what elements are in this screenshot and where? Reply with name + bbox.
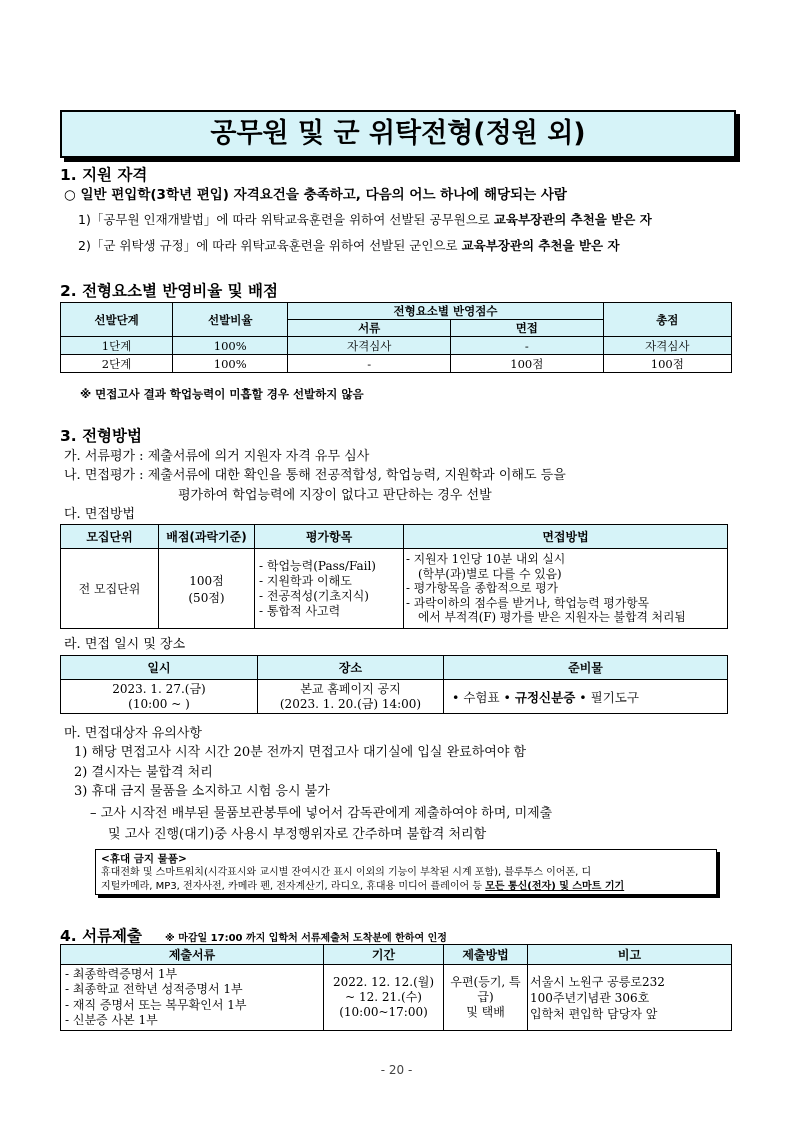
th-group: 전형요소별 반영점수 xyxy=(288,303,603,320)
th-total: 총점 xyxy=(603,303,731,337)
th-method: 제출방법 xyxy=(444,945,528,965)
period-end: ~ 12. 21.(수) xyxy=(345,990,422,1004)
cell-score xyxy=(159,549,255,629)
s1-item1-bold: 교육부장관의 추천을 받은 자 xyxy=(493,212,652,227)
section2-heading: 2. 전형요소별 반영비율 및 배점 xyxy=(60,282,278,300)
th-doc: 서류 xyxy=(288,320,451,337)
time-line: (10:00 ~ ) xyxy=(128,696,190,711)
page-number: - 20 - xyxy=(380,1063,413,1077)
cell-method xyxy=(404,549,728,629)
th-prep: 준비물 xyxy=(444,656,728,680)
document-submission-table xyxy=(60,944,732,1031)
cell-method xyxy=(444,965,528,1031)
list-item: - 최종학력증명서 1부 xyxy=(65,966,178,981)
s3-m3: 3) 휴대 금지 물품을 소지하고 시험 응시 불가 xyxy=(74,784,330,799)
s3-m1: 1) 해당 면접고사 시작 시간 20분 전까지 면접고사 대기실에 입실 완료하여야 함 xyxy=(74,745,527,760)
table-row xyxy=(61,337,732,355)
s3-ga: 가. 서류평가 : 제출서류에 의거 지원자 자격 유무 심사 xyxy=(64,449,370,464)
cell-unit: 전 모집단위 xyxy=(61,549,159,629)
s1-item1-text: 1)「공무원 인재개발법」에 따라 위탁교육훈련을 위하여 선발된 공무원으로 xyxy=(78,212,494,227)
list-item: - 지원학과 이해도 xyxy=(259,573,352,588)
table-row xyxy=(61,549,728,629)
table-row xyxy=(61,355,732,373)
caution-line1: 휴대전화 및 스마트워치(시각표시와 교시별 잔여시간 표시 이외의 기능이 부착된 시계 포함), 블루투스 이어폰, 디 xyxy=(101,867,592,878)
th-score: 배점(과락기준) xyxy=(159,525,255,549)
list-item: - 재직 증명서 또는 복무확인서 1부 xyxy=(65,997,247,1012)
score-cutoff: (50점) xyxy=(188,590,225,605)
table-row xyxy=(61,965,732,1031)
table-row xyxy=(61,680,728,714)
s3-na-line2: 평가하여 학업능력에 지장이 없다고 판단하는 경우 선발 xyxy=(178,488,492,503)
caution-text: 지털카메라, MP3, 전자사전, 카메라 펜, 전자계산기, 라디오, 휴대용 미디어 플레이어 등 xyxy=(101,881,486,892)
cell-items xyxy=(255,549,404,629)
cell-docs xyxy=(61,965,324,1031)
th-items: 평가항목 xyxy=(255,525,404,549)
list-item: - 학업능력(Pass/Fail) xyxy=(259,558,376,573)
th-note: 비고 xyxy=(528,945,732,965)
date-line: 2023. 1. 27.(금) xyxy=(112,681,206,696)
address-line: 서울시 노원구 공릉로232 xyxy=(530,974,665,989)
prohibited-items-box xyxy=(95,849,717,895)
cell-period xyxy=(324,965,444,1031)
period-time: (10:00~17:00) xyxy=(339,1005,428,1019)
s3-m3b: 및 고사 진행(대기)중 사용시 부정행위자로 간주하며 불합격 처리함 xyxy=(108,827,487,842)
cell-total: 자격심사 xyxy=(603,337,731,355)
cell-interview: 100점 xyxy=(451,355,604,373)
caution-bold: 모든 통신(전자) 및 스마트 기기 xyxy=(485,881,625,892)
list-item: 에서 부적격(F) 평가를 받은 지원자는 불합격 처리됨 xyxy=(418,610,686,625)
s3-m2: 2) 결시자는 불합격 처리 xyxy=(74,765,213,780)
s3-da: 다. 면접방법 xyxy=(64,507,136,522)
list-item: - 통합적 사고력 xyxy=(259,603,341,618)
cell-ratio: 100% xyxy=(173,355,288,373)
interview-schedule-table xyxy=(60,655,728,714)
list-item: - 과락이하의 점수를 받거나, 학업능력 평가항목 xyxy=(406,595,650,610)
s3-na-line1: 나. 면접평가 : 제출서류에 대한 확인을 통해 전공적합성, 학업능력, 지원학과 이해도 등을 xyxy=(64,468,566,483)
s1-item2 xyxy=(78,236,620,254)
address-line: 입학처 편입학 담당자 앞 xyxy=(530,1006,658,1021)
list-item: - 평가항목을 종합적으로 평가 xyxy=(406,581,558,596)
th-place: 장소 xyxy=(258,656,444,680)
caution-title: <휴대 금지 물품> xyxy=(101,853,187,865)
caution-line2 xyxy=(101,880,711,894)
th-date: 일시 xyxy=(61,656,258,680)
cell-ratio: 100% xyxy=(173,337,288,355)
cell-doc: 자격심사 xyxy=(288,337,451,355)
page-title: 공무원 및 군 위탁전형(정원 외) xyxy=(60,110,736,158)
section3-heading: 3. 전형방법 xyxy=(60,427,142,445)
s3-ra: 라. 면접 일시 및 장소 xyxy=(64,637,186,652)
method-line: 우편(등기, 특급) xyxy=(450,975,521,1004)
cell-total: 100점 xyxy=(603,355,731,373)
s1-bullet: ○ 일반 편입학(3학년 편입) 자격요건을 충족하고, 다음의 어느 하나에 해당되는 사람 xyxy=(64,187,567,203)
cell-doc: - xyxy=(288,355,451,373)
list-item: (학부(과)별로 다를 수 있음) xyxy=(418,566,562,581)
cell-stage: 2단계 xyxy=(61,355,173,373)
s4-note: ※ 마감일 17:00 까지 입학처 서류제출처 도착분에 한하여 인정 xyxy=(165,933,447,944)
s1-item2-text: 2)「군 위탁생 규정」에 따라 위탁교육훈련을 위하여 선발된 군인으로 xyxy=(78,238,462,253)
th-stage: 선발단계 xyxy=(61,303,173,337)
cell-place xyxy=(258,680,444,714)
s3-m3a: – 고사 시작전 배부된 물품보관봉투에 넣어서 감독관에게 제출하여야 하며, 미제출 xyxy=(90,806,553,821)
th-method: 면접방법 xyxy=(404,525,728,549)
s1-item1 xyxy=(78,210,652,228)
list-item: - 최종학교 전학년 성적증명서 1부 xyxy=(65,982,243,996)
cell-interview: - xyxy=(451,337,604,355)
s2-note: ※ 면접고사 결과 학업능력이 미흡할 경우 선발하지 않음 xyxy=(80,387,364,401)
address-line: 100주년기념관 306호 xyxy=(530,990,650,1005)
th-unit: 모집단위 xyxy=(61,525,159,549)
method-line: 및 택배 xyxy=(466,1005,505,1019)
cell-date xyxy=(61,680,258,714)
prep-bold: 규정신분증 xyxy=(514,689,576,705)
notice-date: (2023. 1. 20.(금) 14:00) xyxy=(279,696,422,711)
section1-heading: 1. 지원 자격 xyxy=(60,166,148,184)
prep-text: • 필기도구 xyxy=(575,689,639,705)
list-item: - 전공적성(기초지식) xyxy=(259,588,369,603)
place-line: 본교 홈페이지 공지 xyxy=(300,681,401,696)
prep-text: • 수험표 • xyxy=(452,689,515,705)
th-interview: 면접 xyxy=(451,320,604,337)
selection-ratio-table xyxy=(60,302,732,373)
cell-remark xyxy=(528,965,732,1031)
list-item: - 신분증 사본 1부 xyxy=(65,1013,158,1027)
list-item: - 지원자 1인당 10분 내외 실시 xyxy=(406,552,566,567)
cell-prep xyxy=(444,680,728,714)
th-period: 기간 xyxy=(324,945,444,965)
section4-heading: 4. 서류제출 xyxy=(60,927,142,945)
s3-ma: 마. 면접대상자 유의사항 xyxy=(64,726,202,741)
score-value: 100점 xyxy=(189,573,224,588)
s1-item2-bold: 교육부장관의 추천을 받은 자 xyxy=(461,238,620,253)
period-start: 2022. 12. 12.(월) xyxy=(332,975,435,989)
cell-stage: 1단계 xyxy=(61,337,173,355)
interview-method-table xyxy=(60,524,728,629)
th-ratio: 선발비율 xyxy=(173,303,288,337)
th-docs: 제출서류 xyxy=(61,945,324,965)
